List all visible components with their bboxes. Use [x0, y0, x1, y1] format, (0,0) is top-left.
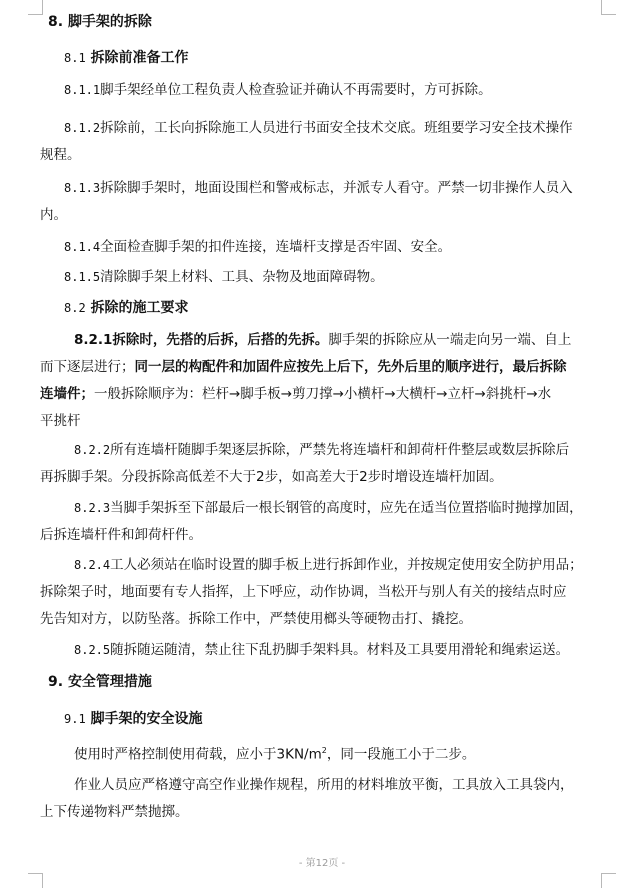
paragraph-8-1-4: 8.1.4全面检查脚手架的扣件连接，连墙杆支撑是否牢固、安全。 — [64, 239, 452, 255]
section-8-heading: 8. 脚手架的拆除 — [48, 14, 152, 30]
paragraph-8-1-2: 8.1.2拆除前，工长向拆除施工人员进行书面安全技术交底。班组要学习安全技术操作 — [64, 120, 573, 136]
paragraph-9-1-a: 使用时严格控制使用荷载，应小于$3KN/m^2$，同一段施工小于二步。 — [74, 746, 476, 763]
paragraph-8-2-4-cont: 拆除架子时，地面要有专人指挥，上下呼应，动作协调，当松开与别人有关的接结点时应 — [40, 584, 567, 600]
paragraph-8-2-4-cont: 先告知对方，以防坠落。拆除工作中，严禁使用榔头等硬物击打、撬挖。 — [40, 611, 472, 627]
section-9-heading: 9. 安全管理措施 — [48, 674, 152, 690]
paragraph-8-2-1-cont: 而下逐层进行；同一层的构配件和加固件应按先上后下，先外后里的顺序进行，最后拆除 — [40, 359, 567, 375]
page-corner-mark — [601, 873, 616, 888]
paragraph-8-1-1: 8.1.1脚手架经单位工程负责人检查验证并确认不再需要时，方可拆除。 — [64, 82, 492, 98]
section-9-1-heading: 9.1 脚手架的安全设施 — [64, 711, 203, 727]
paragraph-8-2-1: 8.2.1拆除时，先搭的后拆，后搭的先拆。脚手架的拆除应从一端走向另一端、自上 — [74, 332, 572, 348]
section-8-2-heading: 8.2 拆除的施工要求 — [64, 300, 189, 316]
section-8-1-heading: 8.1 拆除前准备工作 — [64, 50, 189, 66]
paragraph-8-2-4: 8.2.4工人必须站在临时设置的脚手板上进行拆卸作业，并按规定使用安全防护用品； — [74, 557, 583, 573]
paragraph-9-1-b-cont: 上下传递物料严禁抛掷。 — [40, 804, 189, 820]
page-number: - 第12页 - — [298, 858, 346, 869]
paragraph-8-2-2: 8.2.2所有连墙杆随脚手架逐层拆除，严禁先将连墙杆和卸荷杆件整层或数层拆除后 — [74, 442, 570, 458]
paragraph-8-1-3: 8.1.3拆除脚手架时，地面设围栏和警戒标志，并派专人看守。严禁一切非操作人员入 — [64, 180, 573, 196]
paragraph-8-2-3-cont: 后拆连墙杆件和卸荷杆件。 — [40, 527, 202, 543]
paragraph-8-2-1-cont: 连墙件；一般拆除顺序为：栏杆→脚手板→剪刀撑→小横杆→大横杆→立杆→斜挑杆→水 — [40, 386, 552, 402]
paragraph-8-2-2-cont: 再拆脚手架。分段拆除高低差不大于2步，如高差大于2步时增设连墙杆加固。 — [40, 469, 503, 485]
paragraph-8-1-3-cont: 内。 — [40, 207, 67, 223]
paragraph-8-1-5: 8.1.5清除脚手架上材料、工具、杂物及地面障碍物。 — [64, 269, 384, 285]
paragraph-8-2-1-cont: 平挑杆 — [40, 413, 81, 429]
paragraph-9-1-b: 作业人员应严格遵守高空作业操作规程，所用的材料堆放平衡，工具放入工具袋内， — [74, 777, 574, 793]
page-corner-mark — [28, 0, 43, 15]
page-corner-mark — [28, 873, 43, 888]
paragraph-8-1-2-cont: 规程。 — [40, 147, 81, 163]
paragraph-8-2-3: 8.2.3当脚手架拆至下部最后一根长钢管的高度时，应先在适当位置搭临时抛撑加固， — [74, 500, 583, 516]
paragraph-8-2-5: 8.2.5随拆随运随清，禁止往下乱扔脚手架料具。材料及工具要用滑轮和绳索运送。 — [74, 642, 570, 658]
